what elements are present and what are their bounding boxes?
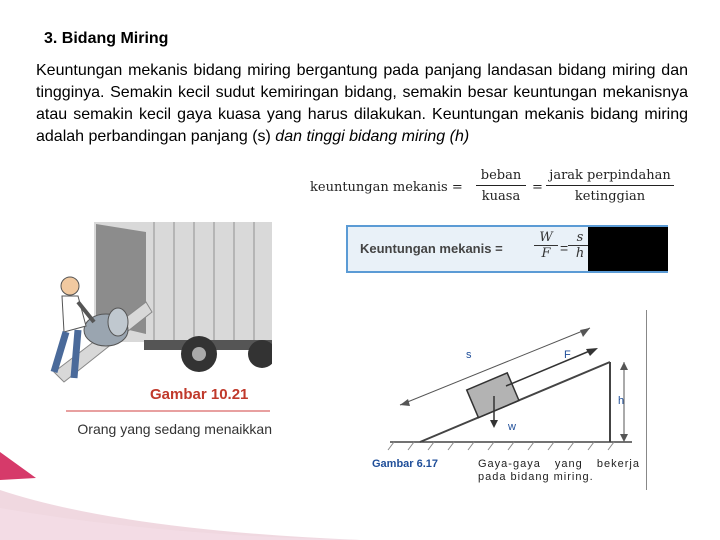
fraction-denominator: h bbox=[575, 246, 585, 261]
fraction-numerator: W bbox=[534, 230, 558, 246]
paragraph-italic: dan tinggi bidang miring (h) bbox=[270, 128, 470, 145]
fraction-denominator: ketinggian bbox=[574, 189, 646, 204]
label-w: w bbox=[508, 421, 516, 433]
section-heading: 3. Bidang Miring bbox=[44, 30, 169, 47]
equals-sign: = bbox=[532, 180, 543, 195]
fraction-load-effort bbox=[476, 168, 526, 204]
fraction-denominator: F bbox=[541, 246, 551, 261]
figure-right-number: Gambar 6.17 bbox=[372, 458, 439, 470]
figure-right-caption: Gaya-gaya yang bekerja pada bidang miring. bbox=[478, 458, 640, 483]
formula-label: keuntungan mekanis = bbox=[310, 180, 463, 195]
figure-left-caption: Orang yang sedang menaikkan bbox=[77, 421, 272, 437]
force-arrow bbox=[506, 350, 592, 386]
caption-divider bbox=[66, 410, 270, 412]
inclined-plane-diagram bbox=[370, 300, 640, 455]
person-head bbox=[61, 277, 79, 295]
figure-left-title: Gambar 10.21 bbox=[150, 386, 249, 403]
label-f: F bbox=[564, 349, 571, 361]
fraction-denominator: kuasa bbox=[481, 189, 521, 204]
fraction-distance-height bbox=[546, 168, 674, 204]
formula-general bbox=[310, 168, 690, 214]
truck-ramp-illustration bbox=[34, 222, 272, 388]
redacted-block bbox=[588, 227, 668, 271]
formula-box-label: Keuntungan mekanis = bbox=[360, 241, 503, 256]
fraction-numerator: jarak perpindahan bbox=[546, 168, 674, 186]
pink-triangle bbox=[0, 452, 36, 480]
figure-frame-line bbox=[646, 310, 647, 490]
label-s: s bbox=[466, 349, 472, 361]
equals-sign: = bbox=[560, 240, 569, 256]
paragraph-main: Keuntungan mekanis bidang miring bergantung pada panjang landasan bidang miring dan tingginya. Semakin kecil sudut kemiringan bidang, semakin besar keuntungan mekanisnya atau semakin kecil gaya kuasa yang harus dilakukan. Keuntungan mekanis bidang miring adalah perbandingan panjang (s) bbox=[36, 62, 688, 145]
fraction-numerator: beban bbox=[476, 168, 526, 186]
label-h: h bbox=[618, 395, 625, 407]
decorative-swoosh bbox=[0, 440, 360, 540]
person-body bbox=[62, 296, 86, 332]
body-paragraph bbox=[36, 60, 688, 148]
fraction-numerator: s bbox=[568, 230, 592, 246]
formula-box bbox=[346, 225, 668, 273]
block bbox=[467, 373, 519, 418]
fraction-w-f bbox=[534, 230, 558, 261]
